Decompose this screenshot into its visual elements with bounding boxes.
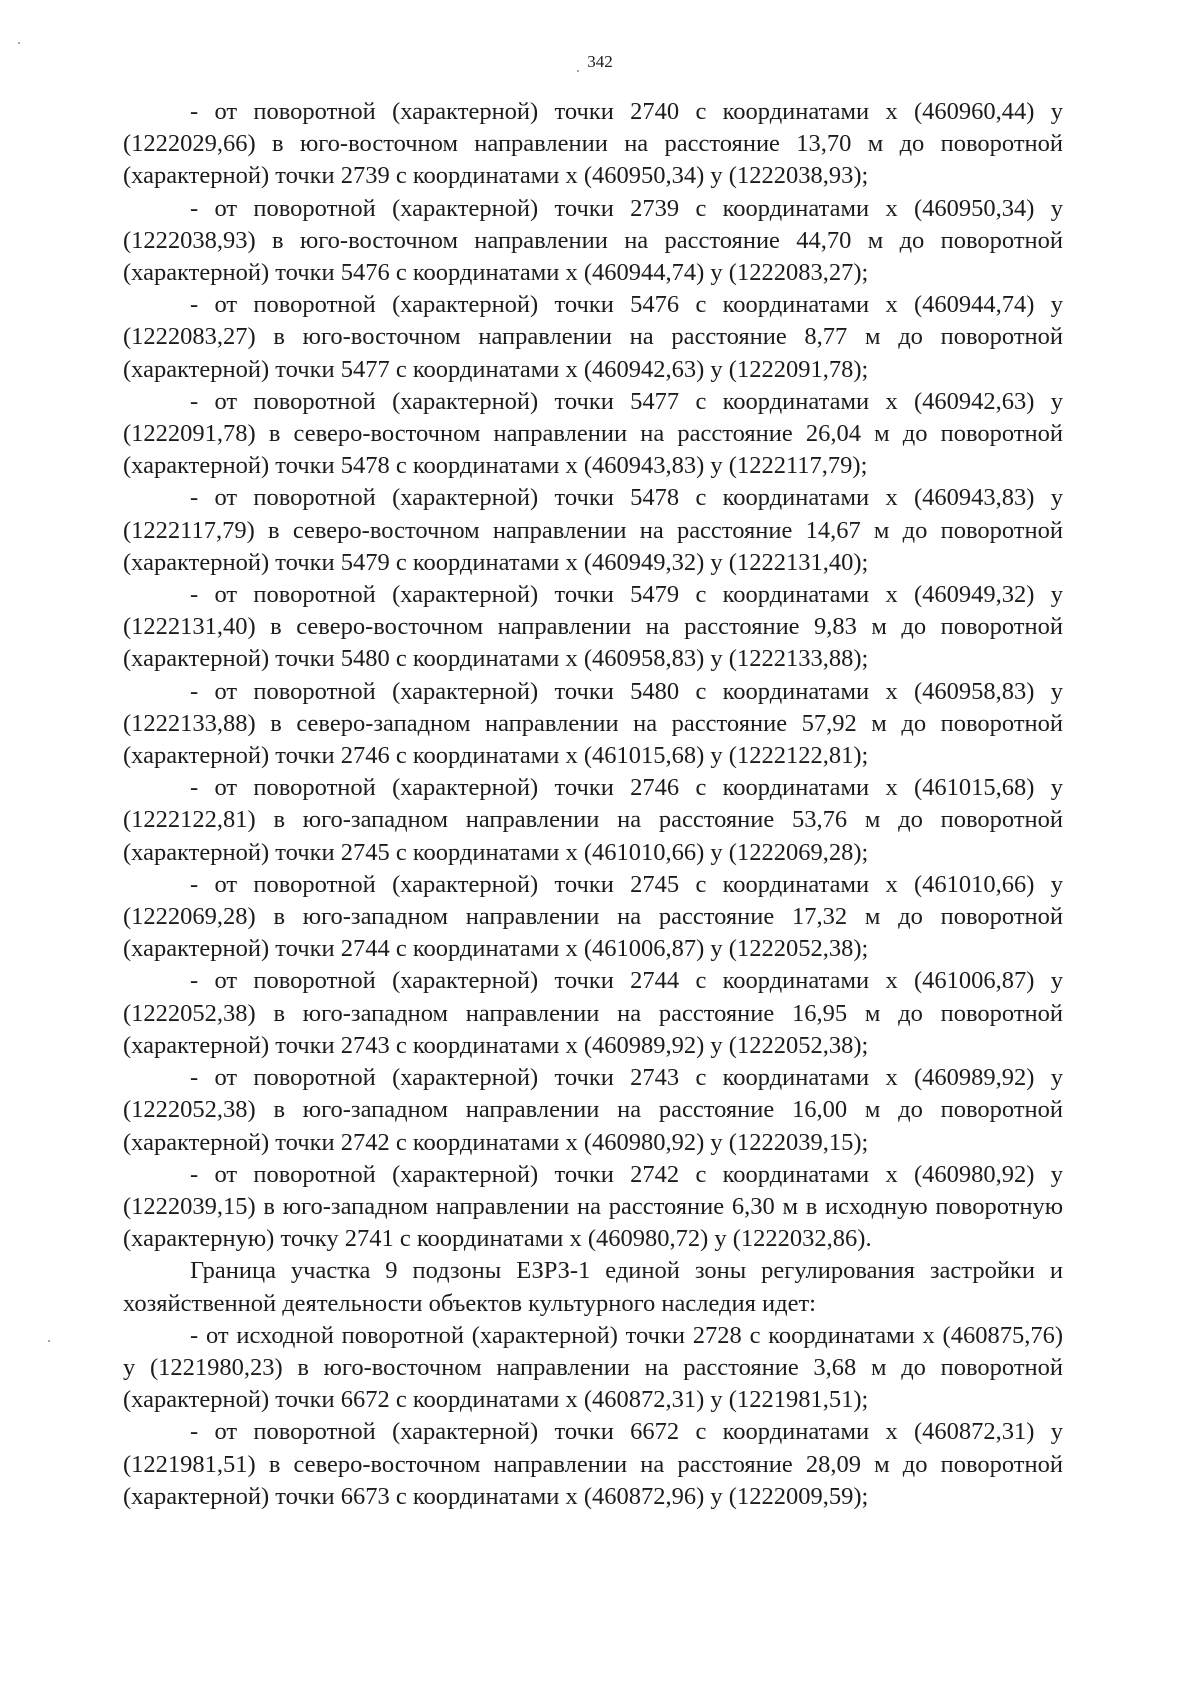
paragraph-12: - от поворотной (характерной) точки 2742 с координатами х (460980,92) у (1222039,15) в юго-западном направлении на расстояние 6,30 м в исходную поворотную (характерную) точку 2741 с координатами х (460980,72) у (1222032,86). [123, 1160, 1063, 1253]
paragraph-5: - от поворотной (характерной) точки 5478 с координатами х (460943,83) у (1222117,79) в северо-восточном направлении на расстояние 14,67 м до поворотной (характерной) точки 5479 с координатами х (460949,32) у (1222131,40); [123, 484, 1063, 576]
paragraph-3: - от поворотной (характерной) точки 5476 с координатами х (460944,74) у (1222083,27) в юго-восточном направлении на расстояние 8,77 м до поворотной (характерной) точки 5477 с координатами х (460942,63) у (1222091,78); [123, 291, 1063, 383]
paragraph-13: Граница участка 9 подзоны ЕЗРЗ-1 единой зоны регулирования застройки и хозяйственной деятельности объектов культурного наследия идет: [123, 1257, 1063, 1317]
paragraph-11: - от поворотной (характерной) точки 2743 с координатами х (460989,92) у (1222052,38) в юго-западном направлении на расстояние 16,00 м до поворотной (характерной) точки 2742 с координатами х (460980,92) у (1222039,15); [123, 1064, 1063, 1156]
document-body [123, 96, 1063, 1513]
paragraph-6: - от поворотной (характерной) точки 5479 с координатами х (460949,32) у (1222131,40) в северо-восточном направлении на расстояние 9,83 м до поворотной (характерной) точки 5480 с координатами х (460958,83) у (1222133,88); [123, 581, 1063, 673]
paragraph-15: - от поворотной (характерной) точки 6672 с координатами х (460872,31) у (1221981,51) в северо-восточном направлении на расстояние 28,09 м до поворотной (характерной) точки 6673 с координатами х (460872,96) у (1222009,59); [123, 1418, 1063, 1510]
paragraph-1: - от поворотной (характерной) точки 2740 с координатами х (460960,44) у (1222029,66) в юго-восточном направлении на расстояние 13,70 м до поворотной (характерной) точки 2739 с координатами х (460950,34) у (1222038,93); [123, 98, 1063, 190]
paragraph-9: - от поворотной (характерной) точки 2745 с координатами х (461010,66) у (1222069,28) в юго-западном направлении на расстояние 17,32 м до поворотной (характерной) точки 2744 с координатами х (461006,87) у (1222052,38); [123, 870, 1063, 963]
paragraph-7: - от поворотной (характерной) точки 5480 с координатами х (460958,83) у (1222133,88) в северо-западном направлении на расстояние 57,92 м до поворотной (характерной) точки 2746 с координатами х (461015,68) у (1222122,81); [123, 677, 1063, 770]
paragraph-14: - от исходной поворотной (характерной) точки 2728 с координатами х (460875,76) у (1221980,23) в юго-восточном направлении на расстояние 3,68 м до поворотной (характерной) точки 6672 с координатами х (460872,31) у (1221981,51); [123, 1321, 1063, 1414]
paragraph-2: - от поворотной (характерной) точки 2739 с координатами х (460950,34) у (1222038,93) в юго-восточном направлении на расстояние 44,70 м до поворотной (характерной) точки 5476 с координатами х (460944,74) у (1222083,27); [123, 194, 1063, 287]
paragraph-10: - от поворотной (характерной) точки 2744 с координатами х (461006,87) у (1222052,38) в юго-западном направлении на расстояние 16,95 м до поворотной (характерной) точки 2743 с координатами х (460989,92) у (1222052,38); [123, 967, 1063, 1059]
scan-speck [577, 70, 579, 72]
paragraph-4: - от поворотной (характерной) точки 5477 с координатами х (460942,63) у (1222091,78) в северо-восточном направлении на расстояние 26,04 м до поворотной (характерной) точки 5478 с координатами х (460943,83) у (1222117,79); [123, 387, 1063, 480]
scan-speck [18, 42, 20, 44]
scan-speck [48, 1340, 50, 1342]
page-number: 342 [587, 52, 613, 71]
paragraph-8: - от поворотной (характерной) точки 2746 с координатами х (461015,68) у (1222122,81) в юго-западном направлении на расстояние 53,76 м до поворотной (характерной) точки 2745 с координатами х (461010,66) у (1222069,28); [123, 774, 1063, 866]
